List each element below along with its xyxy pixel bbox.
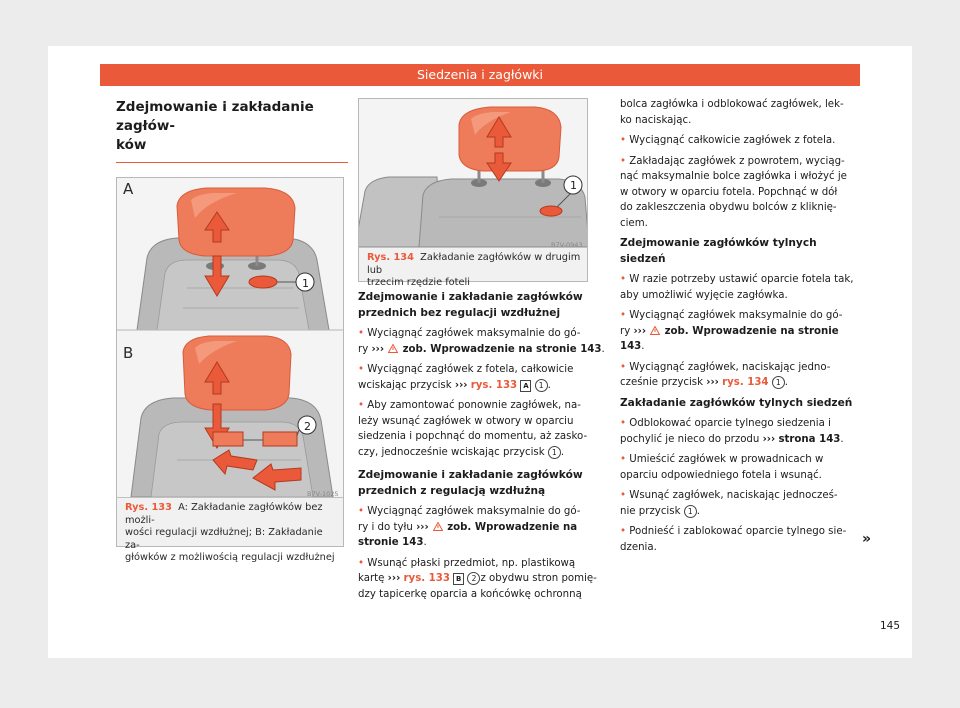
figure-133-caption: Rys. 133 A: Zakładanie zagłówków bez możli- wości regulacji wzdłużnej; B: Zakładanie za- główków z możliwością regulacji wzdłużnej [125, 502, 335, 563]
figure-134 [358, 98, 588, 288]
callout-ref: 1 [772, 376, 785, 389]
callout-ref: 1 [535, 379, 548, 392]
callout-1: 1 [302, 277, 309, 290]
panel-label-b: B [123, 344, 134, 362]
link-intro[interactable]: zob. Wprowadzenie na stronie 143 [402, 343, 602, 355]
figure-code: B7V-1025 [307, 490, 339, 498]
step: • Wyciągnąć zagłówek, naciskając jedno- cześnie przycisk ››› rys. 134 1 . [620, 361, 831, 388]
link-intro[interactable]: zob. Wprowadzenie na stronie 143 [620, 325, 839, 352]
paragraph: bolca zagłówka i odblokować zagłówek, lek- ko naciskając. [620, 99, 844, 126]
caption-divider [117, 497, 343, 498]
panel-ref: A [520, 380, 531, 392]
column-right [620, 97, 864, 560]
panel-label-a: A [123, 180, 134, 198]
link-fig-133[interactable]: rys. 133 [470, 379, 518, 391]
section-title: Zdejmowanie i zakładanie zagłów- ków [116, 98, 348, 163]
front-adj-section [358, 468, 608, 602]
step: • Podnieść i zablokować oparcie tylnego sie- dzenia. [620, 526, 847, 553]
step: • W razie potrzeby ustawić oparcie fotela tak, aby umożliwić wyjęcie zagłówka. [620, 274, 854, 301]
link-fig-133[interactable]: rys. 133 [403, 573, 450, 584]
callout-ref: 1 [548, 446, 561, 459]
page-number: 145 [880, 620, 901, 632]
step: • Wsunąć płaski przedmiot, np. plastikową kartę ››› rys. 133 B 2 z obydwu stron pomię- dzy tapicerkę oparcia a końcówkę ochronną [358, 557, 597, 600]
step: • Wyciągnąć zagłówek maksymalnie do gó- ry ››› zob. Wprowadzenie na stronie 143. [620, 310, 843, 352]
step: • Umieścić zagłówek w prowadnicach w oparciu odpowiedniego fotela i wsunąć. [620, 454, 824, 481]
column-left [116, 98, 354, 563]
callout-ref: 2 [467, 572, 480, 585]
step: • Wyciągnąć całkowicie zagłówek z fotela. [620, 135, 836, 146]
warning-icon [433, 522, 443, 531]
warning-icon [388, 344, 398, 353]
column-middle [358, 98, 608, 607]
chapter-title: Siedzenia i zagłówki [416, 67, 544, 82]
warning-icon [650, 326, 660, 335]
figure-code: B7V-0943 [551, 241, 583, 249]
step: • Wyciągnąć zagłówek z fotela, całkowicie wciskając przycisk ››› rys. 133 A 1 . [358, 364, 574, 391]
step: • Aby zamontować ponownie zagłówek, na- leży wsunąć zagłówek w otwory w oparciu siedzenia i popchnąć do momentu, aż zasko- czy, jednocześnie wciskając przycisk 1 . [358, 400, 588, 458]
step: • Odblokować oparcie tylnego siedzenia i pochylić je nieco do przodu ››› strona 143. [620, 418, 844, 445]
front-noadj-section [358, 290, 608, 460]
figure-134-caption: Rys. 134 Zakładanie zagłówków w drugim lub trzecim rzędzie foteli [367, 252, 581, 288]
callout-1: 1 [570, 179, 577, 192]
step: • Wsunąć zagłówek, naciskając jednocześ- nie przycisk 1 . [620, 490, 838, 517]
step: • Zakładając zagłówek z powrotem, wyciąg- nąć maksymalnie bolce zagłówka i włożyć je w otwory w oparciu fotela. Popchnąć w dół do zakleszczenia obydwu bolców z kliknię- ciem. [620, 155, 847, 229]
step: • Wyciągnąć zagłówek maksymalnie do gó- ry i do tyłu ››› zob. Wprowadzenie na stronie 143. [358, 506, 581, 548]
step: • Wyciągnąć zagłówek maksymalnie do gó- ry ››› zob. Wprowadzenie na stronie 143. [358, 328, 605, 355]
link-fig-134[interactable]: rys. 134 [722, 377, 769, 388]
callout-2: 2 [304, 420, 311, 433]
chapter-header [100, 64, 860, 86]
subsection-title: Zakładanie zagłówków tylnych siedzeń [620, 396, 853, 409]
panel-ref: B [453, 573, 464, 585]
subsection-title: Zdejmowanie zagłówków tylnych siedzeń [620, 237, 817, 265]
subsection-title: Zdejmowanie i zakładanie zagłówków przednich bez regulacji wzdłużnej [358, 291, 583, 319]
continue-marker: » [862, 531, 872, 547]
figure-133 [116, 177, 344, 563]
link-page-143[interactable]: strona 143 [778, 433, 841, 445]
link-intro[interactable]: zob. Wprowadzenie na [447, 521, 578, 533]
callout-ref: 1 [684, 505, 697, 518]
subsection-title: Zdejmowanie i zakładanie zagłówków przednich z regulacją wzdłużną [358, 469, 583, 497]
caption-divider [359, 247, 587, 248]
